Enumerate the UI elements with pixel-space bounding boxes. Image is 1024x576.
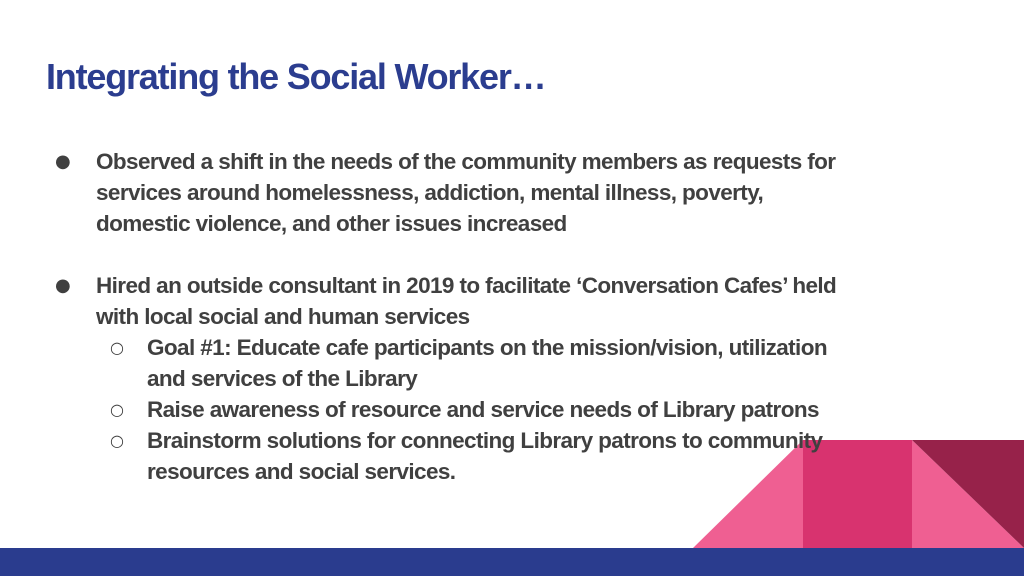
- slide-title: Integrating the Social Worker…: [46, 56, 546, 97]
- sub-bullet-2-line-1: Raise awareness of resource and service needs of Library patrons: [147, 397, 819, 422]
- bullet-2-line-2: with local social and human services: [96, 304, 470, 329]
- bullet-filled-icon: ●: [55, 151, 71, 172]
- sub-bullet-1-line-2: and services of the Library: [147, 366, 418, 391]
- bullet-1-line-3: domestic violence, and other issues increased: [96, 211, 567, 236]
- bullet-1-line-1: Observed a shift in the needs of the community members as requests for: [96, 149, 836, 174]
- bullet-filled-icon: ●: [55, 275, 71, 296]
- bullet-hollow-icon: ○: [110, 400, 124, 419]
- sub-bullet-1-line-1: Goal #1: Educate cafe participants on the mission/vision, utilization: [147, 335, 827, 360]
- bullet-hollow-icon: ○: [110, 338, 124, 357]
- bullet-1-line-2: services around homelessness, addiction, mental illness, poverty,: [96, 180, 764, 205]
- bullet-hollow-icon: ○: [110, 431, 124, 450]
- sub-bullet-3-line-1: Brainstorm solutions for connecting Library patrons to community: [147, 428, 823, 453]
- sub-bullet-3-line-2: resources and social services.: [147, 459, 456, 484]
- bullet-2-line-1: Hired an outside consultant in 2019 to facilitate ‘Conversation Cafes’ held: [96, 273, 837, 298]
